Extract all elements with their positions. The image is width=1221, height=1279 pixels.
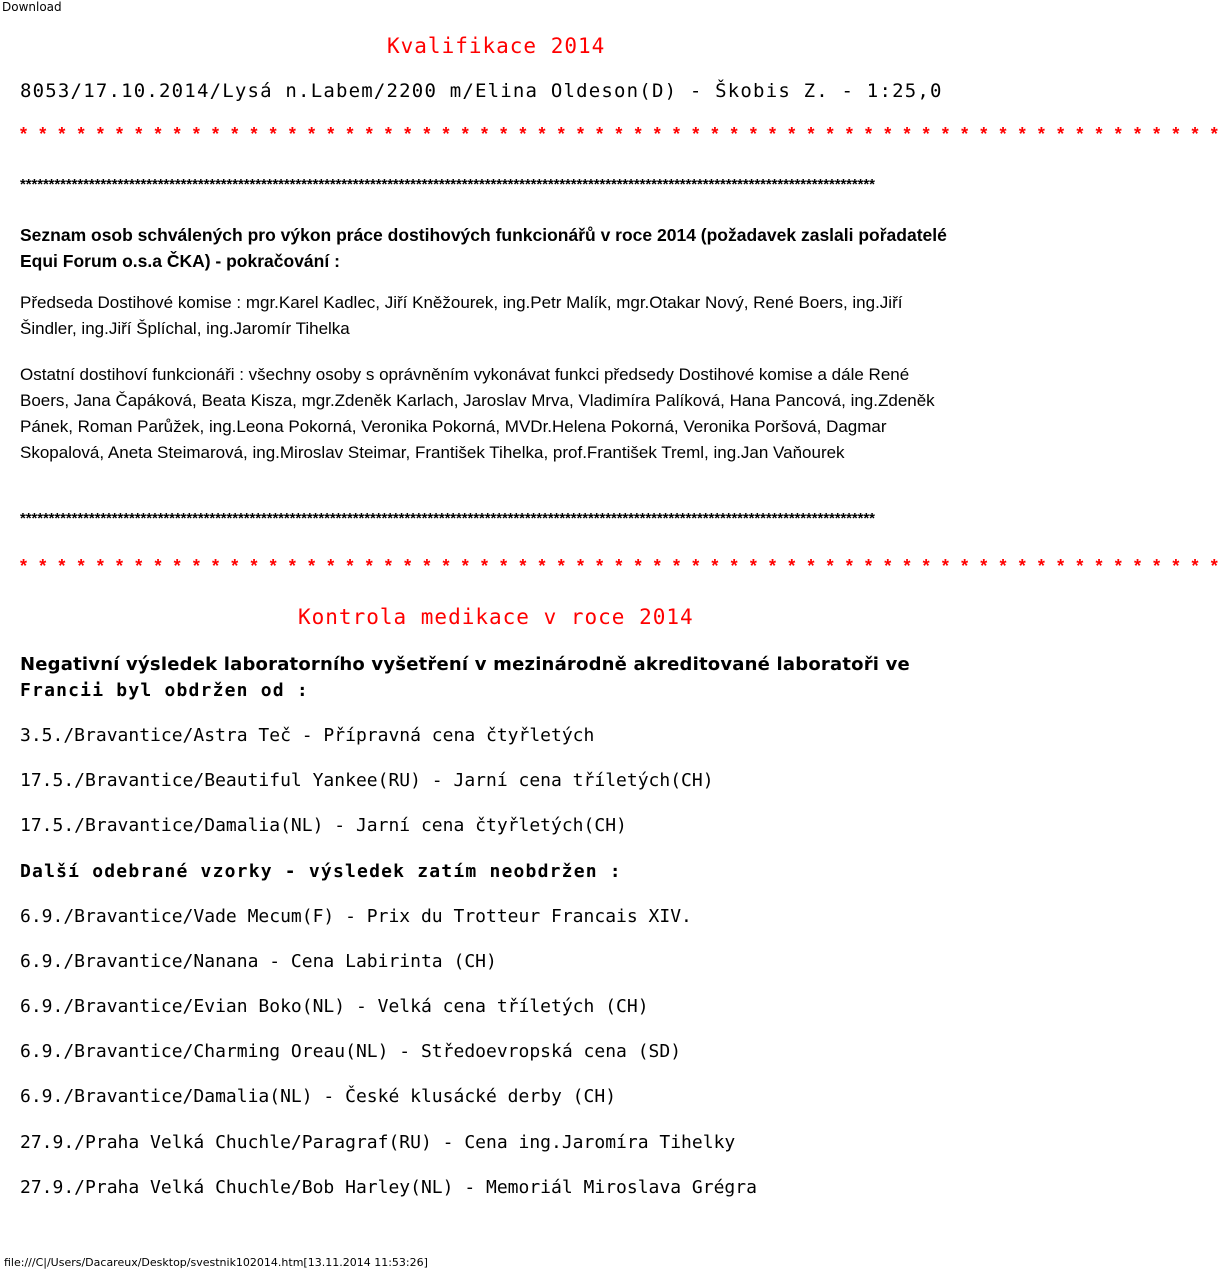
negative-result-heading-line2: Francii byl obdržen od : <box>20 680 309 701</box>
pending-item: 27.9./Praha Velká Chuchle/Paragraf(RU) - Cena ing.Jaromíra Tihelky <box>20 1132 736 1153</box>
pending-item: 6.9./Bravantice/Charming Oreau(NL) - Středoevropská cena (SD) <box>20 1041 682 1062</box>
pending-item: 6.9./Bravantice/Vade Mecum(F) - Prix du Trotteur Francais XIV. <box>20 906 692 927</box>
commission-members: Předseda Dostihové komise : mgr.Karel Kadlec, Jiří Kněžourek, ing.Petr Malík, mgr.Otakar Nový, René Boers, ing.Jiří Šindler, ing.Jiří Šplíchal, ing.Jaromír Tihelka <box>20 293 903 338</box>
red-star-separator: * * * * * * * * * * * * * * * * * * * * * * * * * * * * * * * * * * * * * * * * * * * * * * * * * * * * * * * * * * * * * * * <box>20 124 1221 144</box>
negative-item: 17.5./Bravantice/Damalia(NL) - Jarní cena čtyřletých(CH) <box>20 815 627 836</box>
pending-item: 6.9./Bravantice/Evian Boko(NL) - Velká cena tříletých (CH) <box>20 996 649 1017</box>
other-officials: Ostatní dostihoví funkcionáři : všechny osoby s oprávněním vykonávat funkci předsedy Dostihové komise a dále René Boers, Jana Čapáková, Beata Kisza, mgr.Zdeněk Karlach, Jaroslav Mrva, Vladimíra Palíková, Hana Pancová, ing.Zdeněk Pánek, Roman Parůžek, ing.Leona Pokorná, Veronika Pokorná, MVDr.Helena Pokorná, Veronika Poršová, Dagmar Skopalová, Aneta Steimarová, ing.Miroslav Steimar, František Tihelka, prof.František Treml, ing.Jan Vaňourek <box>20 365 935 462</box>
pending-item: 6.9./Bravantice/Damalia(NL) - České klusácké derby (CH) <box>20 1086 617 1107</box>
negative-result-heading: Negativní výsledek laboratorního vyšetření v mezinárodně akreditované laboratoři ve <box>20 654 910 675</box>
qualification-entry: 8053/17.10.2014/Lysá n.Labem/2200 m/Elina Oldeson(D) - Škobis Z. - 1:25,0 <box>20 80 943 102</box>
black-star-separator: ***************************************************************************************************************************************************** <box>20 176 875 193</box>
officials-heading: Seznam osob schválených pro výkon práce dostihových funkcionářů v roce 2014 (požadavek zaslali pořadatelé Equi Forum o.s.a ČKA) - pokračování : <box>20 225 947 271</box>
negative-item: 17.5./Bravantice/Beautiful Yankee(RU) - Jarní cena tříletých(CH) <box>20 770 714 791</box>
medication-title: Kontrola medikace v roce 2014 <box>298 605 694 629</box>
qualification-title: Kvalifikace 2014 <box>387 34 606 58</box>
negative-item: 3.5./Bravantice/Astra Teč - Přípravná cena čtyřletých <box>20 725 595 746</box>
file-path-footer: file:///C|/Users/Dacareux/Desktop/svestnik102014.htm[13.11.2014 11:53:26] <box>4 1256 428 1269</box>
pending-item: 6.9./Bravantice/Nanana - Cena Labirinta (CH) <box>20 951 497 972</box>
red-star-separator-2: * * * * * * * * * * * * * * * * * * * * * * * * * * * * * * * * * * * * * * * * * * * * * * * * * * * * * * * * * * * * * * * <box>20 556 1221 576</box>
black-star-separator-2: ***************************************************************************************************************************************************** <box>20 510 875 527</box>
pending-item: 27.9./Praha Velká Chuchle/Bob Harley(NL) - Memoriál Miroslava Grégra <box>20 1177 757 1198</box>
pending-heading: Další odebrané vzorky - výsledek zatím neobdržen : <box>20 861 622 882</box>
download-link[interactable]: Download <box>2 0 62 14</box>
